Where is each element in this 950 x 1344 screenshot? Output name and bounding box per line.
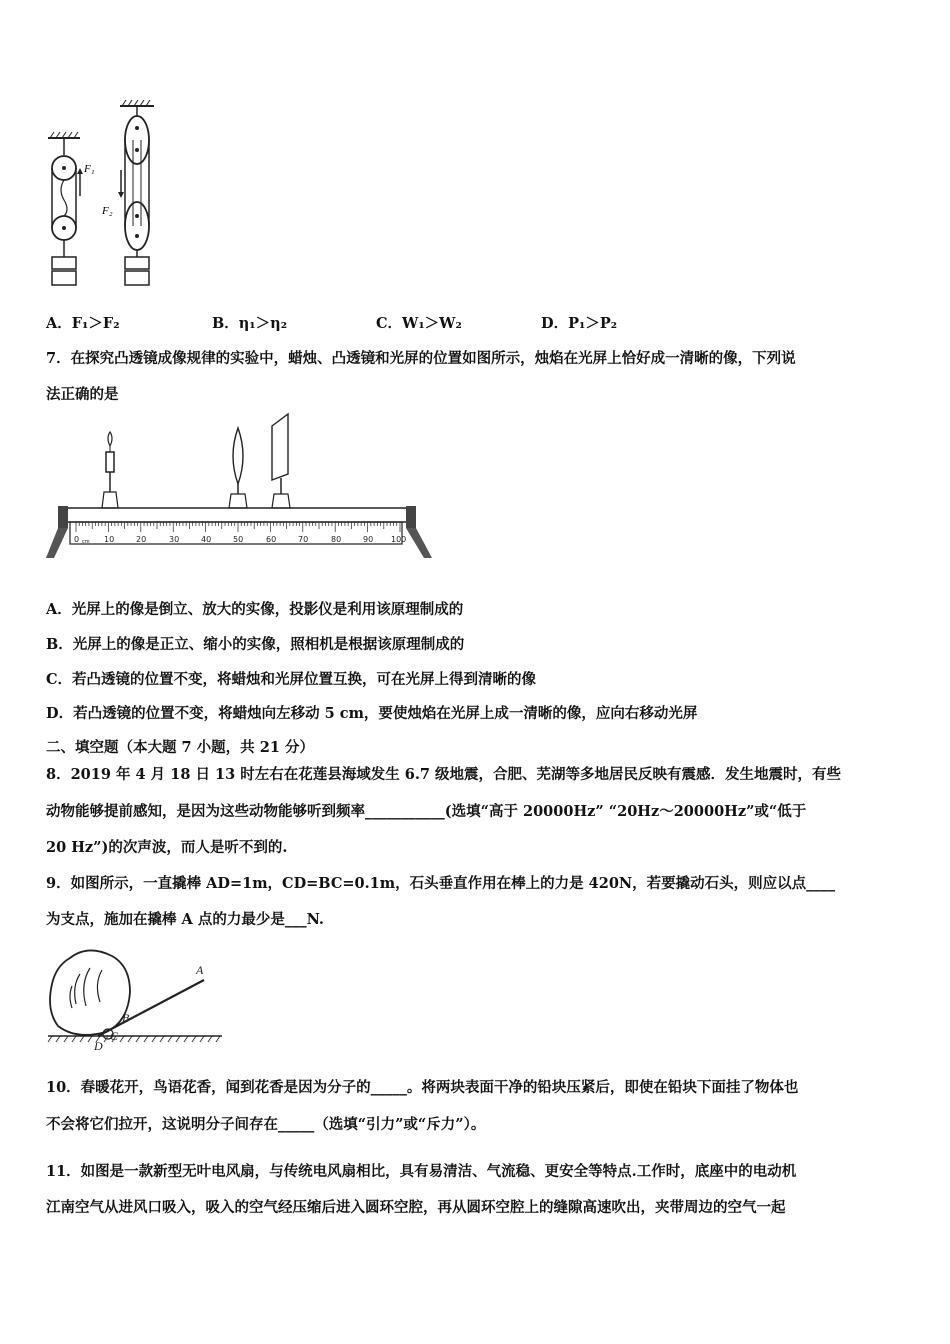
q7-option-c: C．若凸透镜的位置不变，将蜡烛和光屏位置互换，可在光屏上得到清晰的像 [46,671,537,688]
ruler-label-50: 50 [233,535,244,544]
section-title: 二、填空题（本大题 7 小题，共 21 分） [46,739,314,756]
q7-stem-line2: 法正确的是 [46,386,119,403]
q8-line1: 8．2019 年 4 月 18 日 13 时左右在花莲县海域发生 6.7 级地震，合肥、芜湖等多地居民反映有震感．发生地震时，有些 [46,766,842,783]
ruler-label-40: 40 [201,535,212,544]
ruler-label-0: 0 [74,535,80,544]
lever-label-d: D [94,1039,103,1052]
q8-line2: 动物能够提前感知，是因为这些动物能够听到频率___________(选填“高于 20000Hz” “20Hz～20000Hz”或“低于 [46,803,807,820]
pulley-figure [40,100,170,295]
optical-bench-figure [44,408,436,563]
q11-line1: 11．如图是一款新型无叶电风扇，与传统电风扇相比，具有易清洁、气流稳、更安全等特点.工作时，底座中的电动机 [46,1163,797,1180]
ruler-label-70: 70 [298,535,309,544]
ruler-label-60: 60 [266,535,277,544]
q7-option-d: D．若凸透镜的位置不变，将蜡烛向左移动 5 cm，要使烛焰在光屏上成一清晰的像，应向右移动光屏 [46,705,698,722]
ruler-label-90: 90 [363,535,374,544]
ruler-label-10: 10 [104,535,115,544]
q9-line2: 为支点，施加在撬棒 A 点的力最少是___N. [46,911,324,928]
q7-option-b: B．光屏上的像是正立、缩小的实像，照相机是根据该原理制成的 [46,636,465,653]
q10-line2: 不会将它们拉开，这说明分子间存在_____（选填“引力”或“斥力”）。 [46,1116,486,1133]
q6-option-a: A．F₁＞F₂ [46,315,120,332]
lever-figure [46,940,226,1052]
q8-line3: 20 Hz”)的次声波，而人是听不到的. [46,839,288,856]
q6-option-d: D．P₁＞P₂ [541,315,618,332]
ruler-label-100: 100 [391,535,407,544]
lever-label-a: A [196,963,204,977]
q6-option-c: C．W₁＞W₂ [376,315,462,332]
ruler-unit: cm [82,539,90,545]
q6-option-b: B．η₁＞η₂ [212,315,288,332]
q9-line1: 9．如图所示，一直撬棒 AD=1m，CD=BC=0.1m，石头垂直作用在棒上的力是 420N，若要撬动石头，则应以点____ [46,875,836,892]
ruler-label-30: 30 [169,535,180,544]
q10-line1: 10．春暖花开，鸟语花香，闻到花香是因为分子的_____。将两块表面干净的铅块压紧后，即使在铅块下面挂了物体也 [46,1079,799,1096]
q7-stem-line1: 7．在探究凸透镜成像规律的实验中，蜡烛、凸透镜和光屏的位置如图所示，烛焰在光屏上恰好成一清晰的像，下列说 [46,350,796,367]
f1-label: F₁ [84,163,95,175]
q11-line2: 江南空气从进风口吸入，吸入的空气经压缩后进入圆环空腔，再从圆环空腔上的缝隙高速吹出，夹带周边的空气一起 [46,1199,786,1216]
f2-label: F₂ [102,205,113,217]
ruler-label-80: 80 [331,535,342,544]
q7-option-a: A．光屏上的像是倒立、放大的实像，投影仪是利用该原理制成的 [46,601,464,618]
ruler-label-20: 20 [136,535,147,544]
lever-label-b: B [122,1011,130,1025]
lever-label-c: C [110,1029,119,1043]
